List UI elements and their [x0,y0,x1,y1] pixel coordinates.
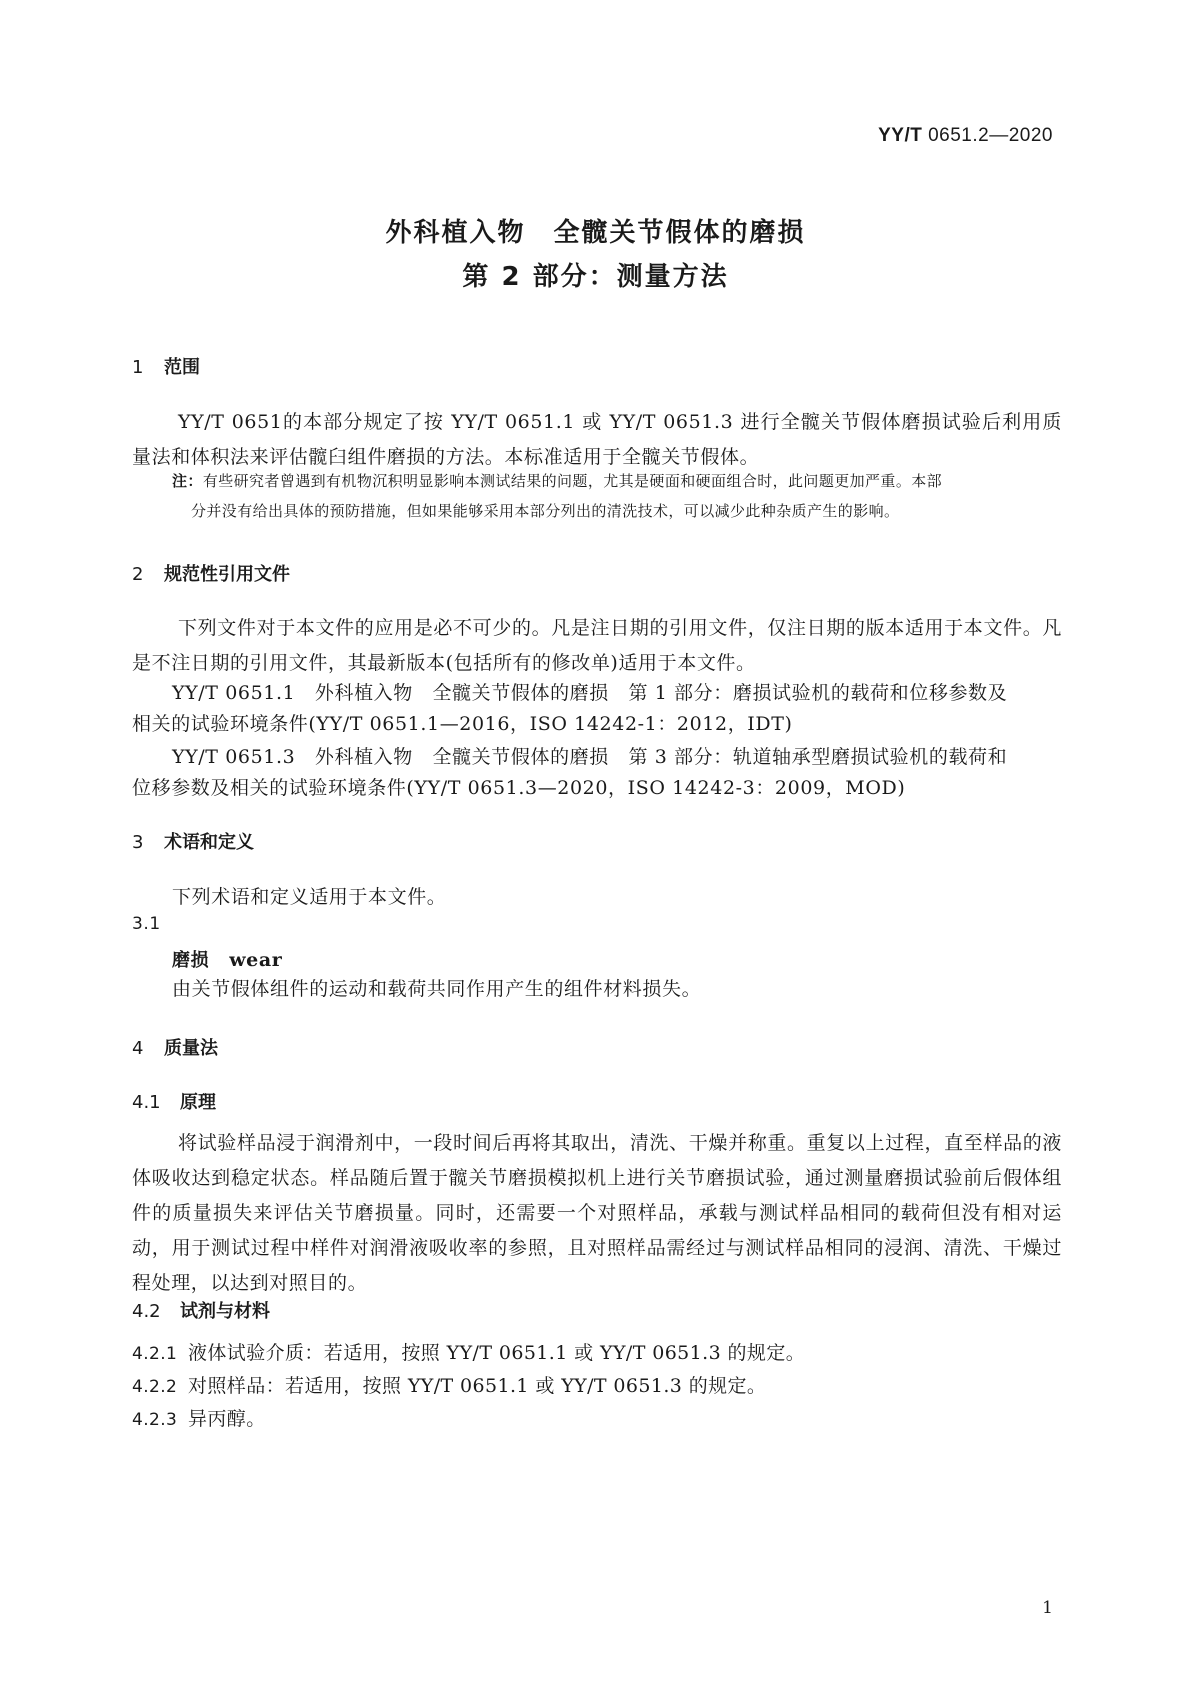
section-3-heading [132,828,254,854]
term-definition: 由关节假体组件的运动和载荷共同作用产生的组件材料损失。 [172,978,702,1000]
clause-4-2-1 [132,1338,805,1365]
reference-1-line-2: 相关的试验环境条件(YY/T 0651.1—2016，ISO 14242-1：2012，IDT) [132,713,793,735]
reference-1-line-1: YY/T 0651.1 外科植入物 全髋关节假体的磨损 第 1 部分：磨损试验机的载荷和位移参数及 [172,682,1008,704]
clause-number: 4.2.2 [132,1377,178,1397]
section-1-heading [132,353,200,379]
clause-text: 对照样品：若适用，按照 YY/T 0651.1 或 YY/T 0651.3 的规定。 [188,1375,767,1397]
document-title-line1: 外科植入物 全髋关节假体的磨损 [385,218,806,248]
section-4-heading [132,1034,218,1060]
section-title: 质量法 [164,1038,218,1059]
section-number: 4 [132,1038,144,1059]
page-number: 1 [1042,1598,1053,1618]
principle-paragraph: 将试验样品浸于润滑剂中，一段时间后再将其取出，清洗、干燥并称重。重复以上过程，直至样品的液体吸收达到稳定状态。样品随后置于髋关节磨损模拟机上进行关节磨损试验，通过测量磨损试验前后假体组件的质量损失来评估关节磨损量。同时，还需要一个对照样品，承载与测试样品相同的载荷但没有相对运动，用于测试过程中样件对润滑液吸收率的参照，且对照样品需经过与测试样品相同的浸润、清洗、干燥过程处理，以达到对照目的。 [132,1132,1062,1294]
subsection-title: 原理 [180,1092,216,1113]
term-number: 3.1 [132,914,161,934]
clause-text: 液体试验介质：若适用，按照 YY/T 0651.1 或 YY/T 0651.3 的规定。 [188,1342,806,1364]
subsection-4-1-heading [132,1088,216,1114]
subsection-4-2-heading [132,1297,270,1323]
standard-code [878,125,1053,147]
reference-2-line-2: 位移参数及相关的试验环境条件(YY/T 0651.3—2020，ISO 14242-3：2009，MOD) [132,777,906,799]
term-english: wear [229,949,283,971]
section-number: 1 [132,357,144,378]
term-heading [172,946,282,972]
terms-intro: 下列术语和定义适用于本文件。 [172,886,447,908]
reference-2-line-1: YY/T 0651.3 外科植入物 全髋关节假体的磨损 第 3 部分：轨道轴承型磨损试验机的载荷和 [172,746,1008,768]
section-number: 2 [132,564,144,585]
section-title: 规范性引用文件 [164,564,290,585]
note-line-2: 分并没有给出具体的预防措施，但如果能够采用本部分列出的清洗技术，可以减少此种杂质产生的影响。 [191,502,900,520]
standard-code-prefix: YY/T [878,125,923,146]
normative-references-paragraph: 下列文件对于本文件的应用是必不可少的。凡是注日期的引用文件，仅注日期的版本适用于本文件。凡是不注日期的引用文件，其最新版本(包括所有的修改单)适用于本文件。 [132,617,1062,674]
clause-text: 异丙醇。 [188,1408,266,1430]
clause-4-2-3 [132,1404,266,1431]
section-title: 范围 [164,357,200,378]
clause-number: 4.2.3 [132,1410,178,1430]
subsection-title: 试剂与材料 [180,1301,270,1322]
note-label: 注： [172,472,203,490]
scope-paragraph: YY/T 0651的本部分规定了按 YY/T 0651.1 或 YY/T 0651.3 进行全髋关节假体磨损试验后利用质量法和体积法来评估髋臼组件磨损的方法。本标准适用于全髋关节假体。 [132,411,1062,468]
subsection-number: 4.1 [132,1092,161,1113]
note-line-1: 有些研究者曾遇到有机物沉积明显影响本测试结果的问题，尤其是硬面和硬面组合时，此问题更加严重。本部 [202,472,943,490]
clause-number: 4.2.1 [132,1344,178,1364]
section-number: 3 [132,832,144,853]
scope-note [172,466,1062,526]
section-title: 术语和定义 [164,832,254,853]
clause-4-2-2 [132,1371,766,1398]
section-2-heading [132,560,290,586]
standard-code-number: 0651.2—2020 [922,125,1053,146]
term-chinese: 磨损 [172,950,210,971]
document-title-line2: 第 2 部分：测量方法 [462,262,729,292]
subsection-number: 4.2 [132,1301,161,1322]
